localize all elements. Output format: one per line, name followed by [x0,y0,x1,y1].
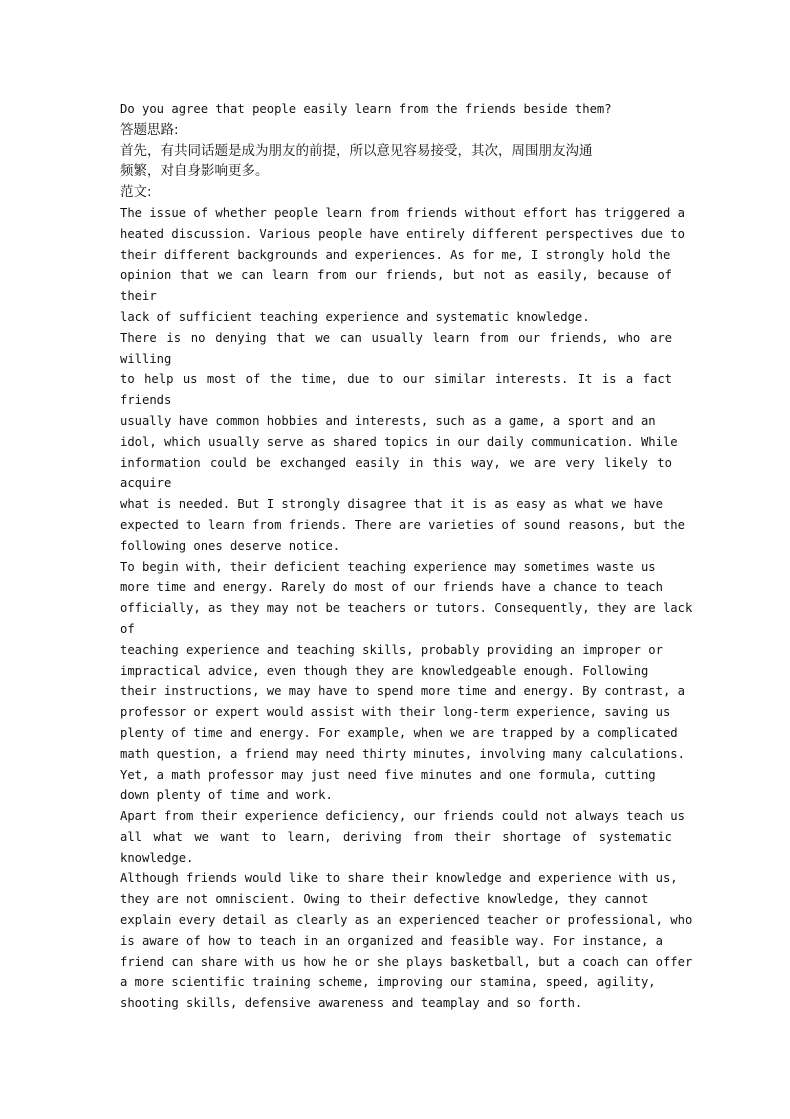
essay-line: To begin with, their deficient teaching experience may sometimes waste us [120,559,656,574]
essay-line: The issue of whether people learn from friends without effort has triggered a [120,205,685,220]
essay-line: professor or expert would assist with their long-term experience, saving us [120,705,671,720]
outline-line: 首先，有共同话题是成为朋友的前提，所以意见容易接受，其次，周围朋友沟通 [120,142,593,159]
essay-line: impractical advice, even though they are knowledgeable enough. Following [120,663,649,678]
essay-line: heated discussion. Various people have entirely different perspectives due to [120,226,685,241]
essay-line: teaching experience and teaching skills, probably providing an improper or [120,642,663,657]
essay-line: Apart from their experience deficiency, our friends could not always teach us [120,809,685,824]
essay-line: their instructions, we may have to spend more time and energy. By contrast, a [120,684,685,699]
essay-line: of [120,621,135,636]
essay-line: friend can share with us how he or she plays basketball, but a coach can offer [120,954,693,969]
essay-line: math question, a friend may need thirty minutes, involving many calculations. [120,746,685,761]
essay-line: all what we want to learn, deriving from their shortage of systematic [120,829,672,844]
outline-heading: 答题思路: [120,121,179,138]
essay-line: willing [120,351,172,366]
essay-line: acquire [120,476,172,491]
essay-heading: 范文: [120,184,152,201]
essay-line: shooting skills, defensive awareness and teamplay and so forth. [120,996,583,1011]
essay-line: more time and energy. Rarely do most of our friends have a chance to teach [120,580,663,595]
outline-line: 频繁，对自身影响更多。 [120,163,269,180]
essay-line: following ones deserve notice. [120,538,341,553]
essay-line: what is needed. But I strongly disagree that it is as easy as what we have [120,497,663,512]
essay-line: officially, as they may not be teachers or tutors. Consequently, they are lack [120,601,693,616]
essay-line: knowledge. [120,850,194,865]
essay-line: usually have common hobbies and interests, such as a game, a sport and an [120,413,656,428]
question-line: Do you agree that people easily learn from the friends beside them? [120,102,612,116]
essay-line: idol, which usually serve as shared topics in our daily communication. While [120,434,678,449]
essay-body [120,203,693,1014]
essay-line: Although friends would like to share their knowledge and experience with us, [120,871,678,886]
essay-line: plenty of time and energy. For example, when we are trapped by a complicated [120,725,678,740]
essay-line: information could be exchanged easily in this way, we are very likely to [120,455,672,470]
essay-line: down plenty of time and work. [120,788,333,803]
essay-line: is aware of how to teach in an organized and feasible way. For instance, a [120,933,663,948]
document-page [120,99,693,1014]
essay-line: their [120,289,157,304]
essay-line: opinion that we can learn from our friends, but not as easily, because of [120,268,672,283]
essay-line: friends [120,393,172,408]
essay-line: their different backgrounds and experiences. As for me, I strongly hold the [120,247,671,262]
essay-line: lack of sufficient teaching experience and systematic knowledge. [120,309,590,324]
essay-line: There is no denying that we can usually learn from our friends, who are [120,330,672,345]
essay-line: Yet, a math professor may just need five minutes and one formula, cutting [120,767,656,782]
essay-line: to help us most of the time, due to our similar interests. It is a fact [120,372,672,387]
essay-line: they are not omniscient. Owing to their defective knowledge, they cannot [120,892,649,907]
essay-line: a more scientific training scheme, improving our stamina, speed, agility, [120,975,656,990]
essay-line: expected to learn from friends. There are varieties of sound reasons, but the [120,517,685,532]
essay-line: explain every detail as clearly as an experienced teacher or professional, who [120,913,693,928]
